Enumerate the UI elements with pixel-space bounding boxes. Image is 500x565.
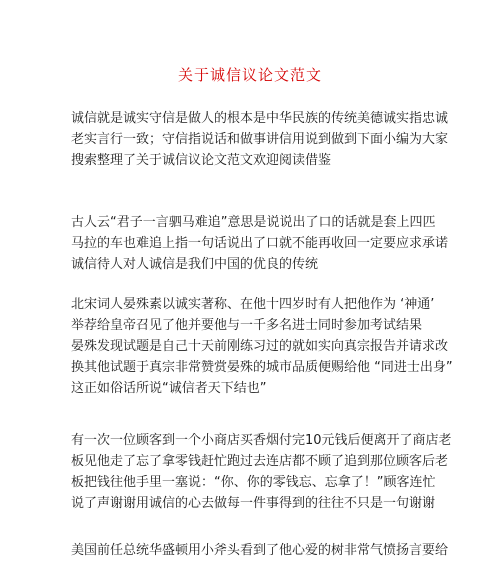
paragraph-line: 板把钱往他手里一塞说：“你、你的零钱忘、忘拿了！”顾客连忙 (71, 475, 436, 490)
paragraph-line: 举荐给皇帝召见了他并要他与一千多名进士同时参加考试结果 (71, 318, 423, 333)
paragraph-yanshu (71, 294, 453, 399)
paragraph-line: 晏殊发现试题是自己十天前刚练习过的就如实向真宗报告并请求改 (71, 339, 449, 354)
paragraph-line: 马拉的车也难追上指一句话说出了口就不能再收回一定要应求承诺 (71, 236, 449, 251)
paragraph-line: 有一次一位顾客到一个小商店买香烟付完10元钱后便离开了商店老 (71, 433, 452, 448)
paragraph-line: 老实言行一致；守信指说话和做事讲信用说到做到下面小编为大家 (71, 132, 449, 147)
paragraph-intro (71, 108, 449, 171)
paragraph-washington (71, 540, 449, 561)
paragraph-line: 美国前任总统华盛顿用小斧头看到了他心爱的树非常气愤扬言要给 (71, 543, 449, 558)
paragraph-line: 古人云“君子一言驷马难追”意思是说说出了口的话就是套上四匹 (71, 215, 436, 230)
paragraph-line: 板见他走了忘了拿零钱赶忙跑过去连店都不顾了追到那位顾客后老 (71, 454, 449, 469)
paragraph-line: 搜索整理了关于诚信议论文范文欢迎阅读借鉴 (71, 153, 332, 168)
paragraph-shop (71, 430, 452, 514)
paragraph-line: 说了声谢谢用诚信的心去做每一件事得到的往往不只是一句谢谢 (71, 496, 436, 511)
paragraph-line: 北宋词人晏殊素以诚实著称、在他十四岁时有人把他作为 ‘神通’ (71, 297, 435, 312)
document-title: 关于诚信议论文范文 (177, 66, 322, 84)
paragraph-line: 诚信就是诚实守信是做人的根本是中华民族的传统美德诚实指忠诚 (71, 111, 449, 126)
paragraph-line: 诚信待人对人诚信是我们中国的优良的传统 (71, 257, 319, 272)
paragraph-line: 这正如俗话所说“诚信者天下结也” (71, 381, 267, 396)
paragraph-ancients (71, 212, 449, 275)
paragraph-line: 换其他试题于真宗非常赞赏晏殊的城市品质便赐给他 “同进士出身” (71, 360, 453, 375)
